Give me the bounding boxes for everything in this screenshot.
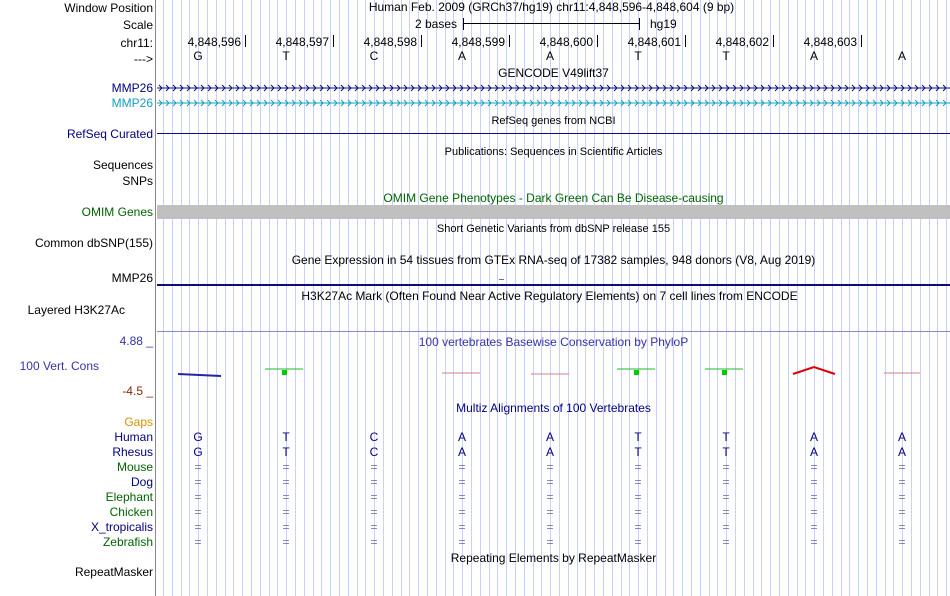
track-label-repeatmasker[interactable]: RepeatMasker: [74, 565, 153, 579]
base-letter: T: [722, 49, 730, 63]
alignment-gap: =: [370, 460, 378, 474]
alignment-gap: =: [810, 535, 818, 549]
alignment-gap: =: [458, 505, 466, 519]
alignment-gap: =: [898, 490, 906, 504]
gencode-gene-features[interactable]: [157, 80, 950, 110]
alignment-base: G: [193, 445, 203, 459]
species-label[interactable]: Elephant: [105, 490, 153, 504]
publications-track-title: Publications: Sequences in Scientific Articles: [444, 146, 663, 158]
alignment-gap: =: [546, 475, 554, 489]
track-label-omim[interactable]: OMIM Genes: [81, 205, 153, 219]
coordinate-tick: [685, 35, 686, 47]
alignment-gap: =: [194, 475, 202, 489]
alignment-gap: =: [634, 490, 642, 504]
track-label-phylop[interactable]: 100 Vert. Cons: [19, 359, 99, 373]
alignment-gap: =: [898, 475, 906, 489]
species-label[interactable]: Rhesus: [112, 445, 153, 459]
alignment-gap: =: [810, 520, 818, 534]
coordinate-tick: [509, 35, 510, 47]
omim-track-title: OMIM Gene Phenotypes - Dark Green Can Be Disease-causing: [383, 191, 724, 205]
alignment-gap: =: [634, 535, 642, 549]
coordinate-tick: [861, 35, 862, 47]
coordinate-tick: [333, 35, 334, 47]
alignment-gap: =: [810, 460, 818, 474]
track-label-gaps[interactable]: Gaps: [124, 415, 153, 429]
alignment-base: G: [193, 430, 203, 444]
alignment-gap: =: [634, 505, 642, 519]
h3k27ac-signal-mark: [499, 279, 504, 280]
alignment-gap: =: [898, 505, 906, 519]
refseq-gene-line[interactable]: [157, 133, 950, 134]
alignment-gap: =: [282, 535, 290, 549]
phylop-min-value: -4.5 _: [122, 384, 153, 398]
h3k27ac-track-title: H3K27Ac Mark (Often Found Near Active Regulatory Elements) on 7 cell lines from ENCODE: [301, 289, 798, 303]
alignment-base: T: [634, 430, 642, 444]
coordinate-label: 4,848,601: [627, 35, 681, 49]
scale-label: Scale: [122, 18, 153, 32]
alignment-base: T: [282, 430, 290, 444]
mmp26-alt-strand-arrows: [157, 100, 950, 106]
alignment-gap: =: [370, 490, 378, 504]
alignment-gap: =: [458, 475, 466, 489]
refseq-track-title: RefSeq genes from NCBI: [491, 115, 616, 127]
alignment-gap: =: [810, 505, 818, 519]
species-label[interactable]: Chicken: [109, 505, 153, 519]
alignment-gap: =: [722, 460, 730, 474]
alignment-base: A: [809, 430, 818, 444]
species-label[interactable]: X_tropicalis: [90, 520, 153, 534]
coordinate-label: 4,848,596: [187, 35, 241, 49]
alignment-gap: =: [546, 490, 554, 504]
base-letter: G: [193, 49, 203, 63]
track-label-refseq[interactable]: RefSeq Curated: [66, 127, 153, 141]
dbsnp-track-title: Short Genetic Variants from dbSNP release 155: [436, 223, 671, 235]
alignment-gap: =: [634, 475, 642, 489]
gencode-track-title: GENCODE V49lift37: [498, 66, 609, 80]
coordinate-tick: [597, 35, 598, 47]
alignment-gap: =: [634, 460, 642, 474]
alignment-base: A: [897, 445, 906, 459]
alignment-gap: =: [194, 490, 202, 504]
phylop-signal[interactable]: [157, 355, 950, 385]
alignment-gap: =: [546, 535, 554, 549]
alignment-base: A: [897, 430, 906, 444]
base-letter: A: [809, 49, 818, 63]
base-letter: A: [545, 49, 554, 63]
species-label[interactable]: Mouse: [116, 460, 153, 474]
alignment-base: T: [282, 445, 290, 459]
track-label-column: [0, 0, 153, 596]
alignment-gap: =: [194, 535, 202, 549]
alignment-gap: =: [810, 475, 818, 489]
base-letter: C: [369, 49, 379, 63]
alignment-gap: =: [194, 520, 202, 534]
alignment-gap: =: [546, 520, 554, 534]
coordinate-tick: [245, 35, 246, 47]
base-letter: A: [897, 49, 906, 63]
multiz-track-title: Multiz Alignments of 100 Vertebrates: [456, 401, 651, 415]
omim-gene-bar[interactable]: [157, 205, 950, 219]
alignment-base: T: [722, 445, 730, 459]
alignment-gap: =: [458, 535, 466, 549]
track-label-gencode-mmp26[interactable]: MMP26: [111, 81, 153, 95]
alignment-gap: =: [546, 460, 554, 474]
mmp26-strand-arrows: [157, 85, 950, 91]
coordinate-label: 4,848,598: [363, 35, 417, 49]
alignment-gap: =: [898, 520, 906, 534]
species-label[interactable]: Zebrafish: [102, 535, 153, 549]
alignment-gap: =: [722, 520, 730, 534]
coordinate-label: 4,848,600: [539, 35, 593, 49]
track-label-sequences[interactable]: Sequences: [92, 158, 153, 172]
alignment-gap: =: [722, 475, 730, 489]
track-label-h3k27ac[interactable]: Layered H3K27Ac: [27, 303, 125, 317]
alignment-gap: =: [282, 490, 290, 504]
alignment-gap: =: [282, 520, 290, 534]
phylop-track-title: 100 vertebrates Basewise Conservation by PhyloP: [418, 335, 689, 349]
track-image-area[interactable]: [157, 0, 950, 596]
gtex-gene-bar[interactable]: [157, 284, 950, 286]
alignment-base: C: [369, 430, 379, 444]
alignment-gap: =: [458, 490, 466, 504]
gtex-track-title: Gene Expression in 54 tissues from GTEx RNA-seq of 17382 samples, 948 donors (V8, Aug 2019): [291, 253, 816, 267]
coordinate-tick: [421, 35, 422, 47]
alignment-gap: =: [810, 490, 818, 504]
coordinate-label: 4,848,597: [275, 35, 329, 49]
chrom-label: chr11:: [120, 36, 153, 50]
species-label[interactable]: Dog: [130, 475, 153, 489]
alignment-gap: =: [282, 460, 290, 474]
alignment-gap: =: [722, 535, 730, 549]
track-label-gtex[interactable]: MMP26: [111, 271, 153, 285]
alignment-gap: =: [458, 520, 466, 534]
alignment-gap: =: [194, 460, 202, 474]
alignment-base: A: [809, 445, 818, 459]
scale-db-text: hg19: [650, 17, 677, 31]
alignment-base: A: [545, 445, 554, 459]
scale-bases-text: 2 bases: [415, 17, 458, 31]
alignment-gap: =: [282, 505, 290, 519]
alignment-gap: =: [370, 520, 378, 534]
coordinate-label: 4,848,603: [803, 35, 857, 49]
base-letter: T: [634, 49, 642, 63]
repeatmasker-track-title: Repeating Elements by RepeatMasker: [450, 551, 657, 565]
phylop-max-value: 4.88 _: [119, 334, 153, 348]
alignment-base: A: [545, 430, 554, 444]
coordinate-label: 4,848,599: [451, 35, 505, 49]
h3k27ac-baseline: [157, 331, 950, 332]
alignment-gap: =: [370, 535, 378, 549]
alignment-gap: =: [898, 460, 906, 474]
base-letter: T: [282, 49, 290, 63]
alignment-base: A: [457, 445, 466, 459]
alignment-gap: =: [898, 535, 906, 549]
alignment-base: T: [634, 445, 642, 459]
alignment-gap: =: [722, 505, 730, 519]
alignment-gap: =: [282, 475, 290, 489]
alignment-base: T: [722, 430, 730, 444]
alignment-gap: =: [194, 505, 202, 519]
assembly-position-title: Human Feb. 2009 (GRCh37/hg19) chr11:4,848,596-4,848,604 (9 bp): [368, 0, 735, 14]
alignment-gap: =: [546, 505, 554, 519]
alignment-gap: =: [370, 505, 378, 519]
base-letter: A: [457, 49, 466, 63]
alignment-gap: =: [634, 520, 642, 534]
track-label-gencode-mmp26-alt[interactable]: MMP26: [111, 96, 153, 110]
alignment-base: A: [457, 430, 466, 444]
alignment-gap: =: [370, 475, 378, 489]
coordinate-tick: [773, 35, 774, 47]
track-label-dbsnp[interactable]: Common dbSNP(155): [34, 236, 153, 250]
window-position-label: Window Position: [64, 1, 153, 15]
alignment-gap: =: [722, 490, 730, 504]
alignment-gap: =: [458, 460, 466, 474]
coordinate-label: 4,848,602: [715, 35, 769, 49]
track-label-snps[interactable]: SNPs: [122, 174, 153, 188]
alignment-base: C: [369, 445, 379, 459]
species-label[interactable]: Human: [114, 430, 153, 444]
strand-label: --->: [134, 52, 153, 66]
